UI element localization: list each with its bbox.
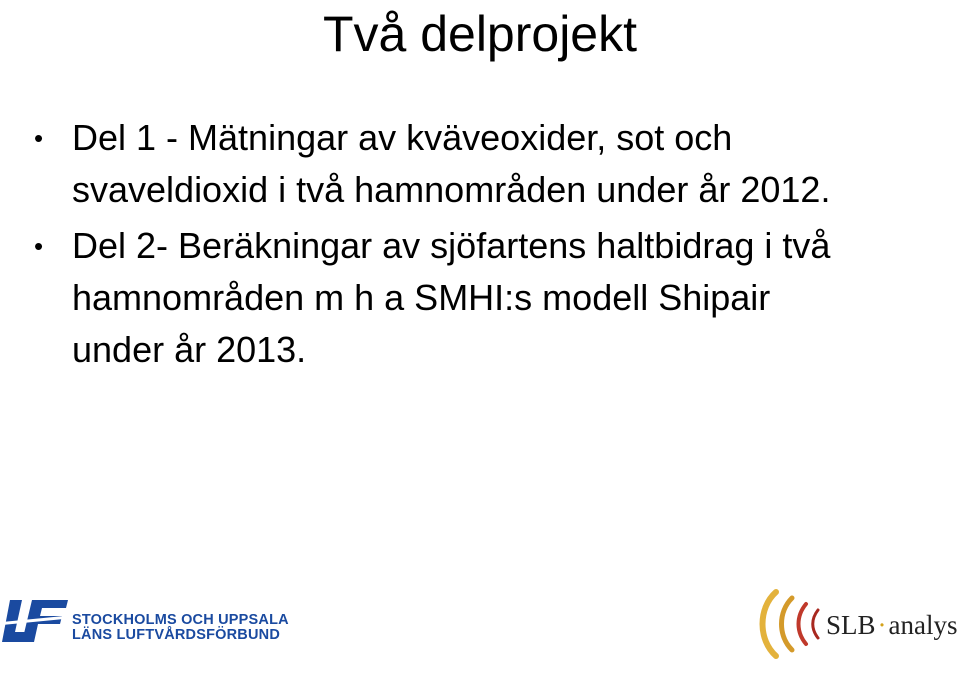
bullet-item bbox=[34, 112, 914, 216]
wordmark-part1: SLB bbox=[826, 610, 876, 640]
lf-logo-icon bbox=[2, 598, 70, 644]
slide-title: Två delprojekt bbox=[322, 6, 638, 62]
lvf-logo-line2: LÄNS LUFTVÅRDSFÖRBUND bbox=[72, 627, 280, 643]
bullet-text: Del 1 - Mätningar av kväveoxider, sot och svaveldioxid i två hamnområden under år 2012. bbox=[72, 117, 831, 210]
bullet-dot-icon: • bbox=[34, 231, 44, 261]
wave-arcs-icon bbox=[754, 588, 824, 660]
slb-analys-logo bbox=[754, 588, 958, 660]
wordmark-separator: · bbox=[877, 610, 887, 640]
bullet-text: Del 2- Beräkningar av sjöfartens haltbidrag i två hamnområden m h a SMHI:s modell Shipair under år 2013. bbox=[72, 225, 831, 370]
lvf-logo-line1: STOCKHOLMS OCH UPPSALA bbox=[72, 612, 289, 628]
wordmark-part2: analys bbox=[888, 610, 958, 640]
bullet-list bbox=[34, 112, 914, 380]
bullet-item bbox=[34, 220, 914, 376]
slb-analys-wordmark bbox=[826, 610, 958, 641]
lvf-logo bbox=[2, 598, 289, 644]
bullet-dot-icon: • bbox=[34, 123, 44, 153]
